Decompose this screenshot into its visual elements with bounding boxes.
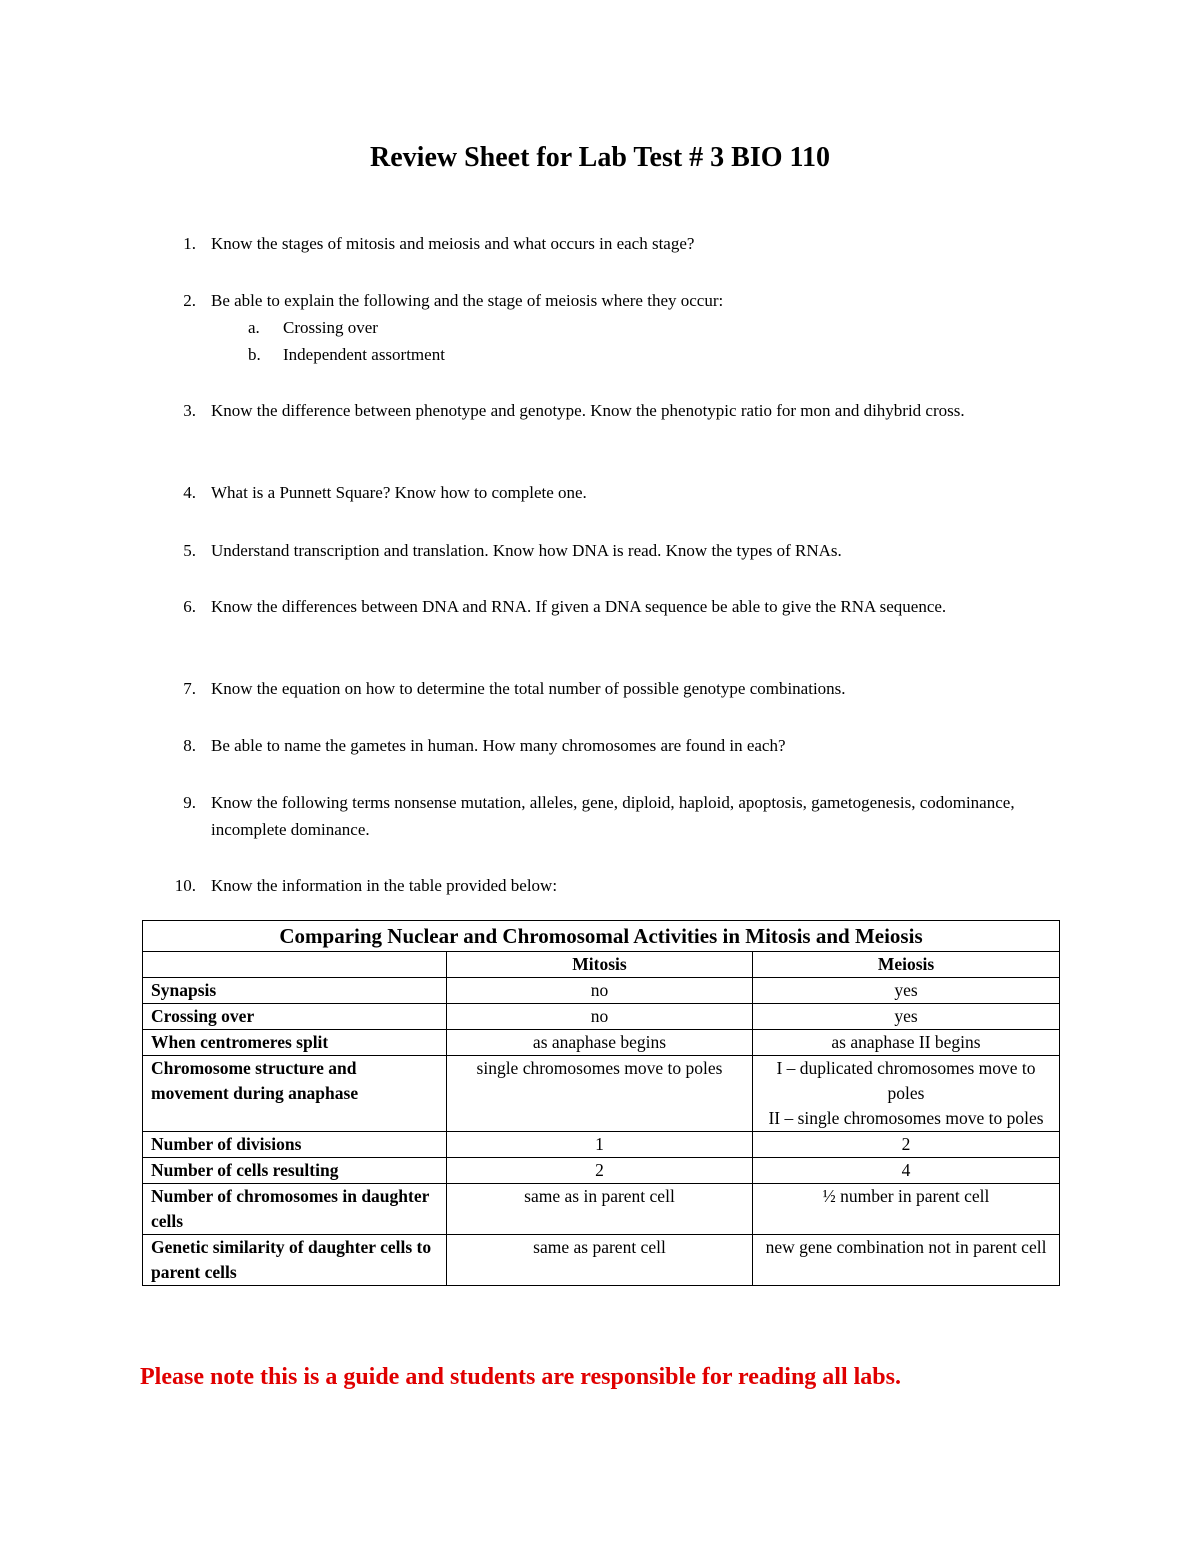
question-text: Know the following terms nonsense mutation, alleles, gene, diploid, haploid, apoptosis, gametogenesis, codominance, incomplete dominance. [211, 793, 1015, 839]
meiosis-cell: 4 [753, 1158, 1060, 1184]
mitosis-cell: as anaphase begins [447, 1030, 753, 1056]
mitosis-cell: same as in parent cell [447, 1184, 753, 1235]
table-row [143, 978, 1060, 1004]
table-row [143, 1184, 1060, 1235]
table-row [143, 1158, 1060, 1184]
row-label: Number of divisions [143, 1132, 447, 1158]
sub-list [172, 314, 1052, 368]
mitosis-cell: no [447, 1004, 753, 1030]
question-number: 4. [183, 483, 196, 502]
question-text: Be able to name the gametes in human. How many chromosomes are found in each? [211, 736, 786, 755]
question-text: Be able to explain the following and the stage of meiosis where they occur: [211, 291, 724, 310]
question-item [172, 397, 1052, 424]
mitosis-cell: single chromosomes move to poles [447, 1056, 753, 1132]
row-label: When centromeres split [143, 1030, 447, 1056]
question-number: 3. [183, 401, 196, 420]
mitosis-cell: 1 [447, 1132, 753, 1158]
sub-item-label: b. [248, 345, 261, 364]
question-text: Know the difference between phenotype and genotype. Know the phenotypic ratio for mon and dihybrid cross. [211, 401, 965, 420]
question-number: 2. [183, 291, 196, 310]
sub-item [172, 341, 1052, 368]
table-header-empty [143, 952, 447, 978]
mitosis-cell: same as parent cell [447, 1235, 753, 1286]
meiosis-cell-line: II – single chromosomes move to poles [768, 1108, 1044, 1128]
disclaimer-note: Please note this is a guide and students are responsible for reading all labs. [140, 1364, 901, 1390]
table-row [143, 1030, 1060, 1056]
sub-item [172, 314, 1052, 341]
meiosis-cell: 2 [753, 1132, 1060, 1158]
question-item [172, 593, 1052, 620]
row-label: Synapsis [143, 978, 447, 1004]
mitosis-cell: 2 [447, 1158, 753, 1184]
question-number: 9. [183, 793, 196, 812]
sub-item-text: Independent assortment [283, 345, 445, 364]
sub-item-label: a. [248, 318, 260, 337]
meiosis-cell: yes [753, 1004, 1060, 1030]
table-row [143, 1132, 1060, 1158]
table-row [143, 1056, 1060, 1132]
meiosis-cell: yes [753, 978, 1060, 1004]
question-number: 6. [183, 597, 196, 616]
row-label: Chromosome structure and movement during anaphase [143, 1056, 447, 1132]
meiosis-cell: ½ number in parent cell [753, 1184, 1060, 1235]
question-number: 5. [183, 541, 196, 560]
table-row [143, 1235, 1060, 1286]
table-caption: Comparing Nuclear and Chromosomal Activities in Mitosis and Meiosis [143, 921, 1060, 952]
question-text: Know the differences between DNA and RNA. If given a DNA sequence be able to give the RNA sequence. [211, 597, 947, 616]
row-label: Genetic similarity of daughter cells to parent cells [143, 1235, 447, 1286]
question-item [172, 537, 1052, 564]
table-caption-row [143, 921, 1060, 952]
question-text: Know the stages of mitosis and meiosis and what occurs in each stage? [211, 234, 695, 253]
sub-item-text: Crossing over [283, 318, 378, 337]
comparison-table [142, 920, 1060, 1286]
question-item [172, 872, 1052, 899]
question-item [172, 675, 1052, 702]
meiosis-cell-line: I – duplicated chromosomes move to poles [776, 1058, 1036, 1103]
question-item [172, 230, 1052, 257]
meiosis-cell [753, 1056, 1060, 1132]
meiosis-cell: as anaphase II begins [753, 1030, 1060, 1056]
question-number: 10. [174, 876, 196, 895]
question-number: 1. [183, 234, 196, 253]
question-text: Understand transcription and translation. Know how DNA is read. Know the types of RNAs. [211, 541, 842, 560]
row-label: Crossing over [143, 1004, 447, 1030]
table-header-mitosis: Mitosis [447, 952, 753, 978]
question-text: Know the information in the table provided below: [211, 876, 558, 895]
table-header-row [143, 952, 1060, 978]
question-item [172, 479, 1052, 506]
mitosis-cell: no [447, 978, 753, 1004]
question-item [172, 732, 1052, 759]
question-number: 8. [183, 736, 196, 755]
meiosis-cell: new gene combination not in parent cell [753, 1235, 1060, 1286]
row-label: Number of cells resulting [143, 1158, 447, 1184]
question-item [172, 287, 1052, 368]
question-text: Know the equation on how to determine the total number of possible genotype combinations. [211, 679, 846, 698]
table-row [143, 1004, 1060, 1030]
table-header-meiosis: Meiosis [753, 952, 1060, 978]
question-text: What is a Punnett Square? Know how to complete one. [211, 483, 587, 502]
question-number: 7. [183, 679, 196, 698]
page-title: Review Sheet for Lab Test # 3 BIO 110 [370, 142, 830, 173]
question-item [172, 789, 1052, 843]
row-label: Number of chromosomes in daughter cells [143, 1184, 447, 1235]
